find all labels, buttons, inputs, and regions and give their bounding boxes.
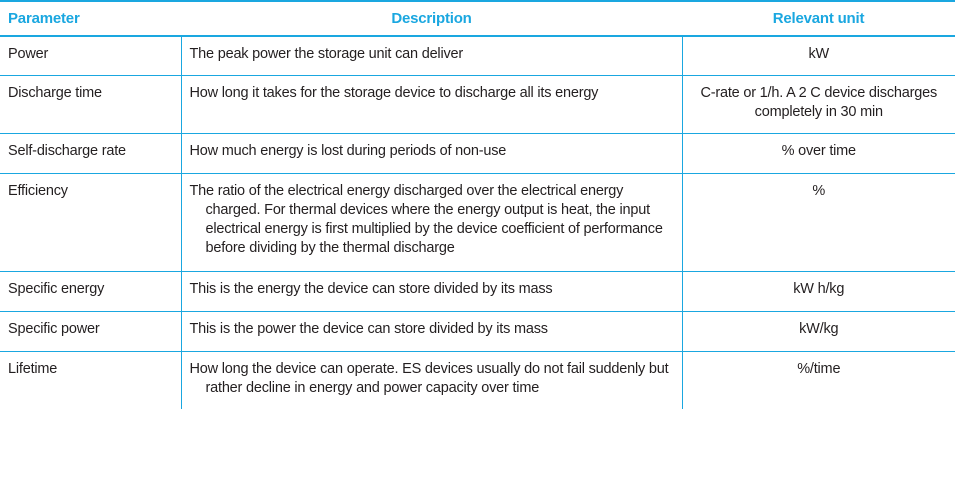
parameter-cell: Power [0, 36, 181, 76]
description-cell: How long the device can operate. ES devices usually do not fail suddenly but rather decline in energy and power capacity over time [189, 361, 669, 396]
table-row [0, 76, 955, 134]
unit-cell: C-rate or 1/h. A 2 C device discharges completely in 30 min [682, 76, 955, 134]
description-cell: How much energy is lost during periods of non-use [189, 143, 507, 159]
table-row [0, 36, 955, 76]
parameter-cell: Specific energy [0, 272, 181, 312]
description-cell: This is the power the device can store divided by its mass [189, 321, 548, 337]
table-row [0, 312, 955, 352]
header-parameter: Parameter [0, 1, 181, 36]
header-description: Description [181, 1, 682, 36]
parameter-cell: Self-discharge rate [0, 134, 181, 174]
description-cell-wrap [181, 174, 682, 272]
parameter-cell: Specific power [0, 312, 181, 352]
table-header-row [0, 1, 955, 36]
description-cell-wrap [181, 312, 682, 352]
unit-cell: % over time [682, 134, 955, 174]
description-cell: The peak power the storage unit can deliver [189, 46, 464, 62]
description-cell-wrap [181, 76, 682, 134]
unit-cell: kW/kg [682, 312, 955, 352]
parameter-cell: Discharge time [0, 76, 181, 134]
unit-cell: %/time [797, 361, 841, 377]
parameter-cell: Efficiency [0, 174, 181, 272]
description-cell-wrap [181, 272, 682, 312]
description-cell-wrap [181, 352, 682, 410]
description-cell: The ratio of the electrical energy discharged over the electrical energy charged. For thermal devices where the energy output is heat, the input electrical energy is first multiplied by the device coefficient of performance before dividing by the thermal discharge [189, 183, 663, 256]
unit-cell: kW h/kg [682, 272, 955, 312]
unit-cell: kW [682, 36, 955, 76]
description-cell-wrap [181, 36, 682, 76]
description-cell-wrap [181, 134, 682, 174]
parameter-cell: Lifetime [8, 361, 58, 377]
header-relevant-unit: Relevant unit [682, 1, 955, 36]
table-row [0, 352, 955, 410]
description-cell: How long it takes for the storage device to discharge all its energy [189, 85, 599, 101]
table-row [0, 272, 955, 312]
description-cell: This is the energy the device can store divided by its mass [189, 281, 553, 297]
table-row [0, 134, 955, 174]
unit-cell: % [682, 174, 955, 272]
table-row [0, 174, 955, 272]
